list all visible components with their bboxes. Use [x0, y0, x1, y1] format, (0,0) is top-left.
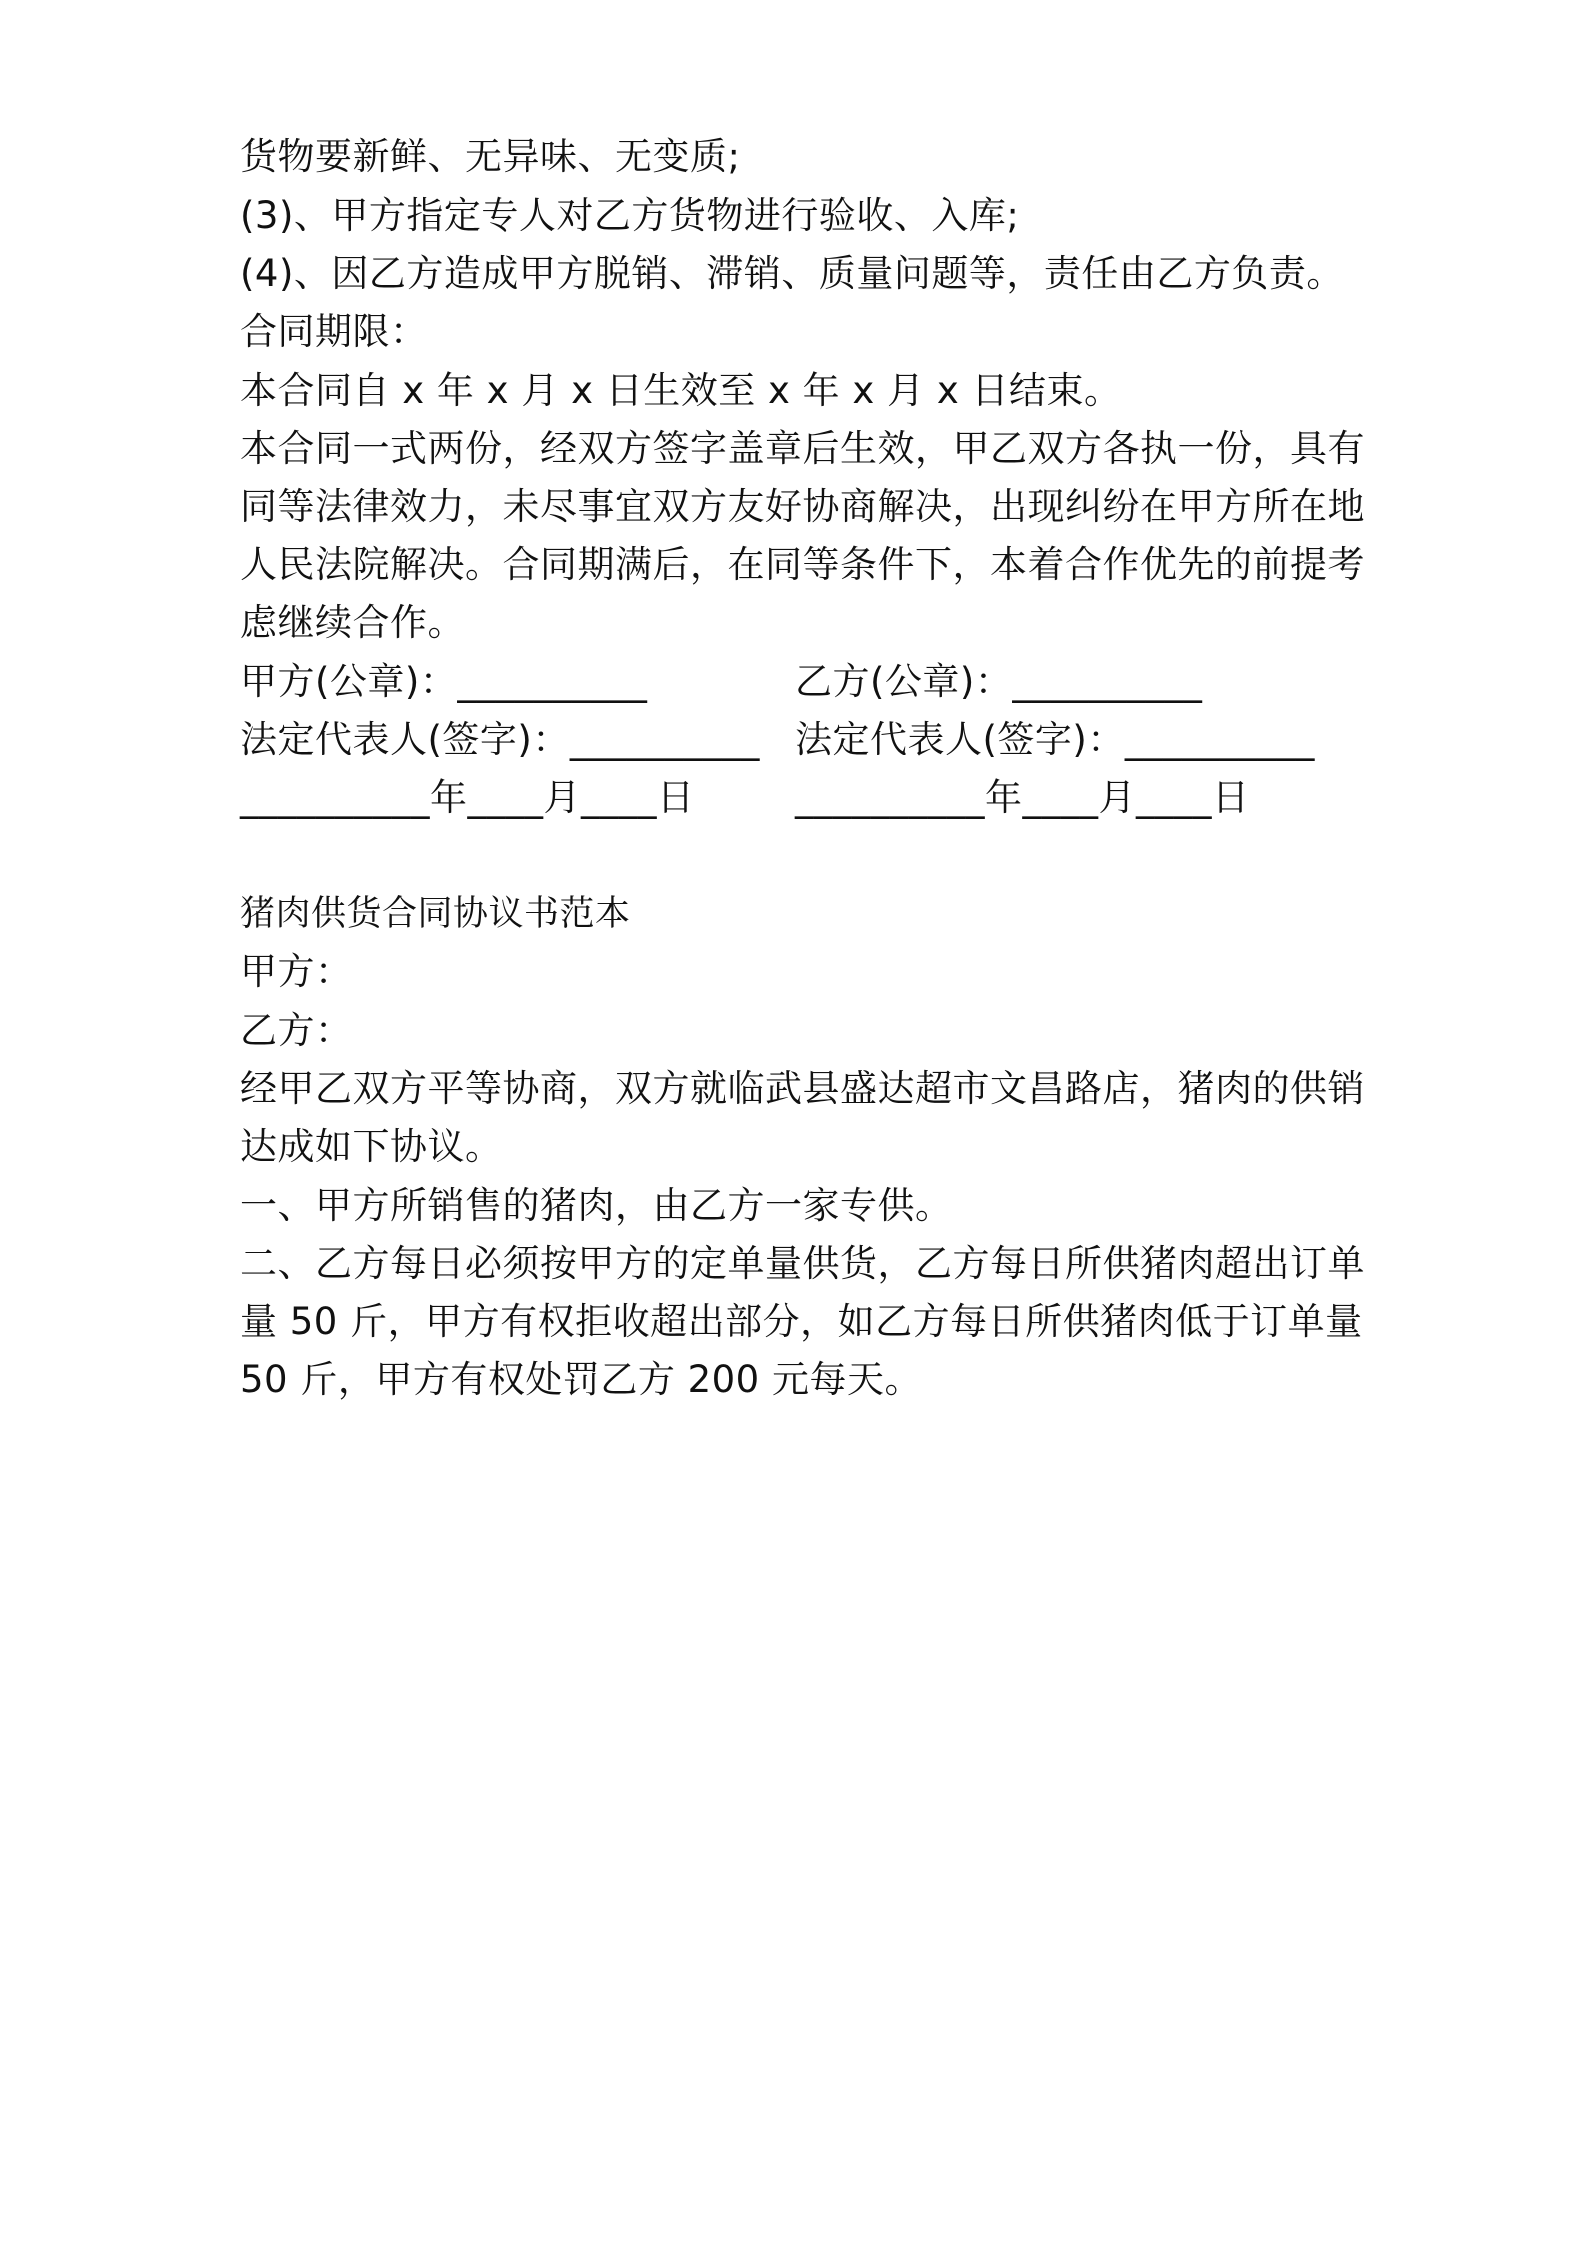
party-b-representative-field: 法定代表人(签字)：__________: [795, 718, 1315, 761]
clause-2-line: 50 斤，甲方有权处罚乙方 200 元每天。: [240, 1358, 922, 1401]
intro-paragraph-line: 经甲乙双方平等协商，双方就临武县盛达超市文昌路店，猪肉的供销: [240, 1067, 1365, 1110]
contract-title: 猪肉供货合同协议书范本: [240, 894, 631, 934]
party-a-date-field: __________年____月____日: [240, 776, 695, 819]
party-a-label: 甲方：: [240, 950, 353, 993]
party-a-representative-field: 法定代表人(签字)：__________: [240, 718, 760, 761]
clause-2-line: 二、乙方每日必须按甲方的定单量供货，乙方每日所供猪肉超出订单: [240, 1242, 1365, 1285]
party-a-seal-field: 甲方(公章)：__________: [240, 660, 648, 703]
copies-paragraph-line: 虑继续合作。: [240, 601, 465, 644]
party-b-date-field: __________年____月____日: [795, 776, 1250, 819]
copies-paragraph-line: 同等法律效力，未尽事宜双方友好协商解决，出现纠纷在甲方所在地: [240, 485, 1365, 528]
clause-item-4: (4)、因乙方造成甲方脱销、滞销、质量问题等，责任由乙方负责。: [240, 252, 1344, 295]
clause-item-3: (3)、甲方指定专人对乙方货物进行验收、入库;: [240, 194, 1020, 237]
clause-1: 一、甲方所销售的猪肉，由乙方一家专供。: [240, 1184, 953, 1227]
goods-quality-line: 货物要新鲜、无异味、无变质;: [240, 135, 741, 178]
copies-paragraph-line: 人民法院解决。合同期满后，在同等条件下，本着合作优先的前提考: [240, 543, 1365, 586]
party-b-seal-field: 乙方(公章)：__________: [795, 660, 1203, 703]
copies-paragraph-line: 本合同一式两份，经双方签字盖章后生效，甲乙双方各执一份，具有: [240, 427, 1365, 470]
intro-paragraph-line: 达成如下协议。: [240, 1125, 503, 1168]
term-heading: 合同期限：: [240, 310, 428, 353]
term-text: 本合同自 x 年 x 月 x 日生效至 x 年 x 月 x 日结束。: [240, 369, 1122, 412]
party-b-label: 乙方：: [240, 1009, 353, 1052]
clause-2-line: 量 50 斤，甲方有权拒收超出部分，如乙方每日所供猪肉低于订单量: [240, 1300, 1363, 1343]
